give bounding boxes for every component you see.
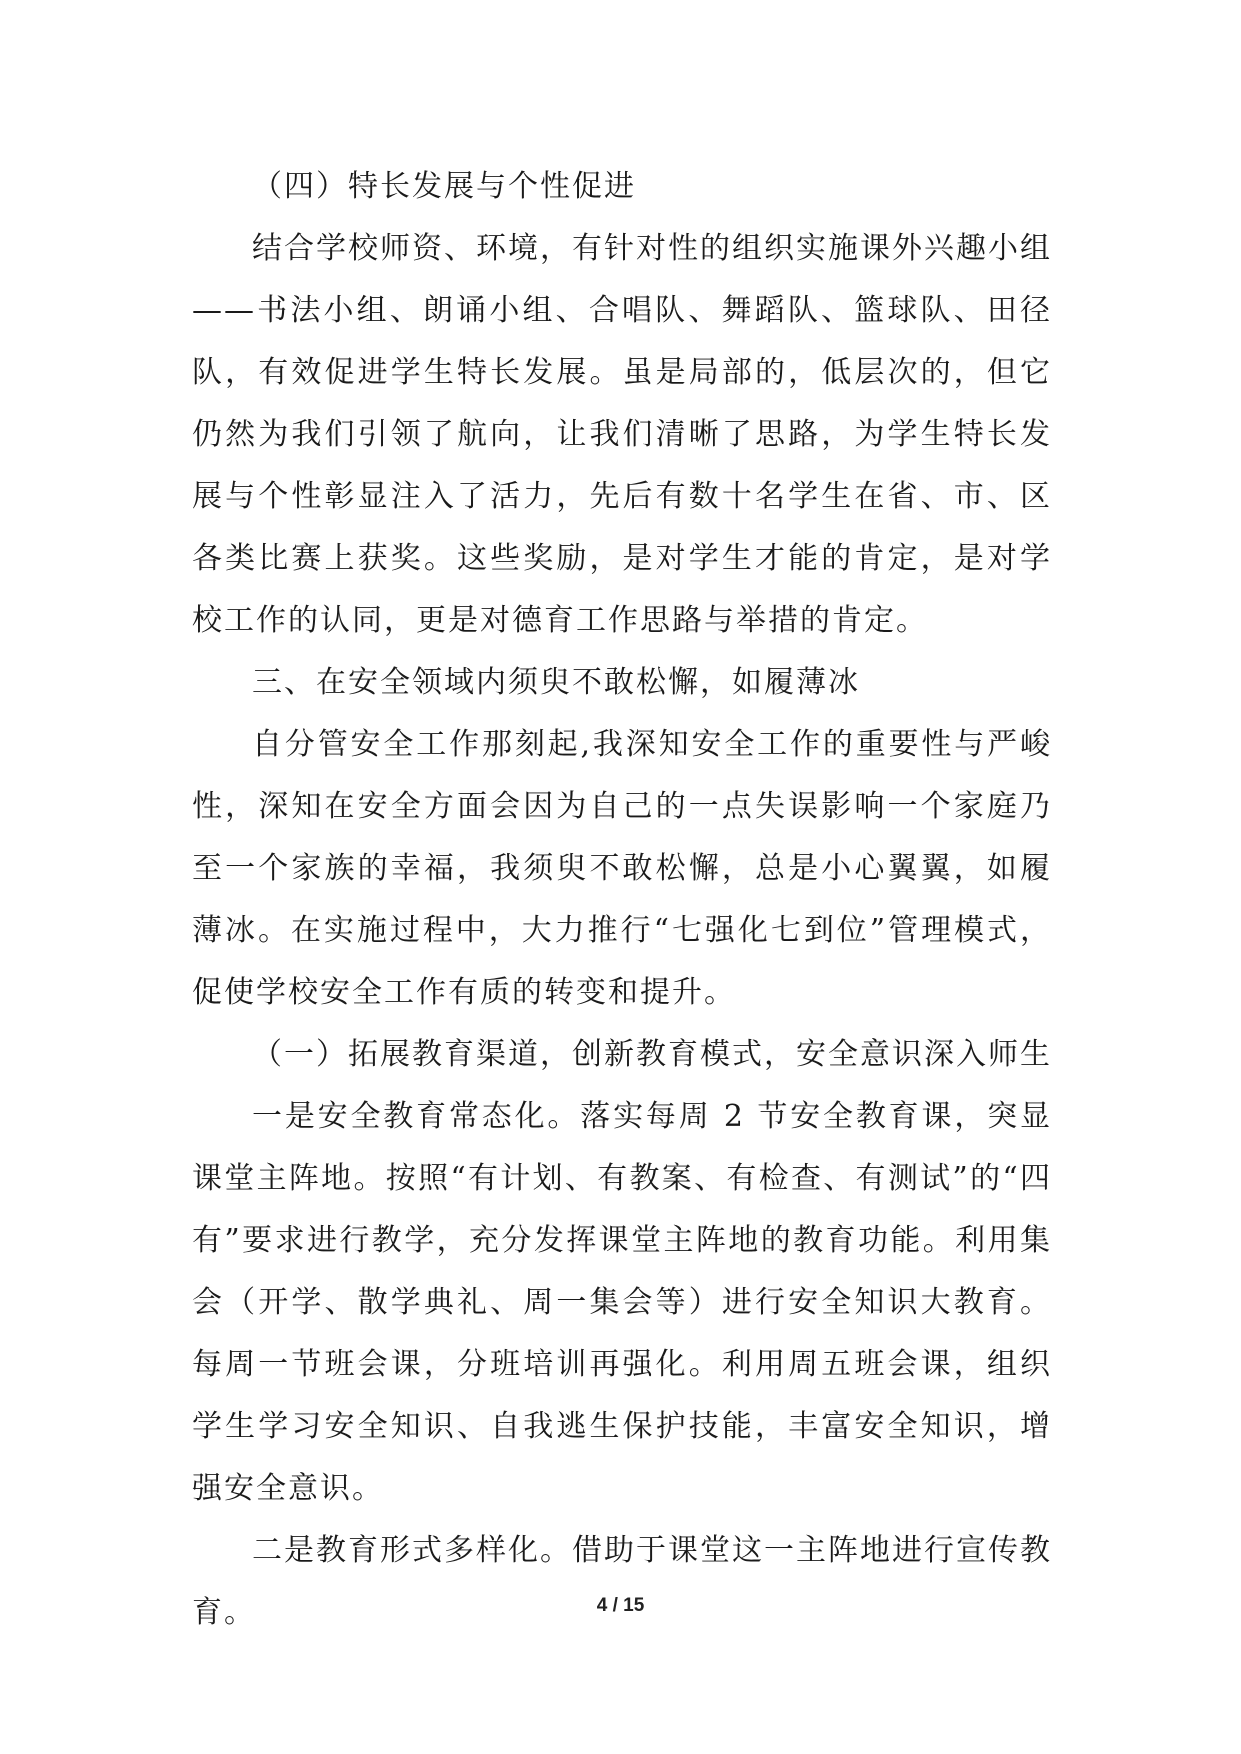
section-heading-three: 三、在安全领域内须臾不敢松懈，如履薄冰 bbox=[252, 665, 860, 700]
document-body bbox=[192, 156, 1052, 1644]
paragraph-safety-education: 一是安全教育常态化。落实每周 2 节安全教育课，突显课堂主阵地。按照“有计划、有教案、有检查、有测试”的“四有”要求进行教学，充分发挥课堂主阵地的教育功能。利用集会（开学、散学典礼、周一集会等）进行安全知识大教育。每周一节班会课，分班培训再强化。利用周五班会课，组织学生学习安全知识、自我逃生保护技能，丰富安全知识，增强安全意识。 bbox=[192, 1099, 1052, 1506]
subsection-heading-one: （一）拓展教育渠道，创新教育模式，安全意识深入师生 bbox=[252, 1037, 1052, 1072]
paragraph-safety-work: 自分管安全工作那刻起,我深知安全工作的重要性与严峻性，深知在安全方面会因为自己的一点失误影响一个家庭乃至一个家族的幸福，我须臾不敢松懈，总是小心翼翼，如履薄冰。在实施过程中，大力推行“七强化七到位”管理模式，促使学校安全工作有质的转变和提升。 bbox=[192, 727, 1052, 1010]
paragraph-education-forms: 二是教育形式多样化。借助于课堂这一主阵地进行宣传教育。 bbox=[192, 1533, 1052, 1630]
section-heading-four: （四）特长发展与个性促进 bbox=[252, 169, 636, 204]
paragraph-interest-groups: 结合学校师资、环境，有针对性的组织实施课外兴趣小组——书法小组、朗诵小组、合唱队、舞蹈队、篮球队、田径队，有效促进学生特长发展。虽是局部的，低层次的，但它仍然为我们引领了航向，让我们清晰了思路，为学生特长发展与个性彰显注入了活力，先后有数十名学生在省、市、区各类比赛上获奖。这些奖励，是对学生才能的肯定，是对学校工作的认同，更是对德育工作思路与举措的肯定。 bbox=[192, 231, 1052, 638]
page-number: 4 / 15 bbox=[596, 1595, 645, 1616]
